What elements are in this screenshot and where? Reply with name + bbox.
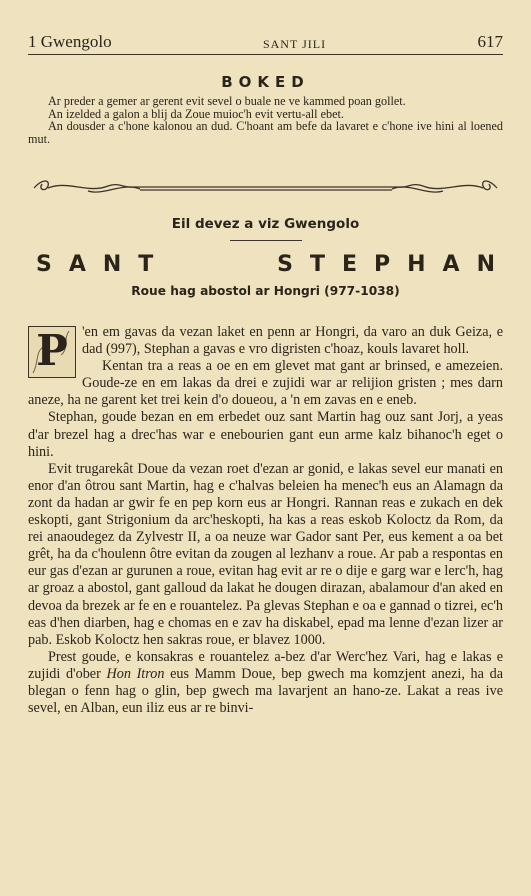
notice-paragraph: Ar preder a gemer ar gerent evit sevel o buale ne ve kammed poan gollet. (48, 94, 406, 108)
notice-block (28, 95, 503, 145)
running-head-title: SANT JILI (262, 37, 327, 51)
drop-cap (28, 326, 76, 378)
saint-subtitle: Roue hag abostol ar Hongri (977-1038) (131, 284, 400, 298)
body-paragraph-text: 'en em gavas da vezan laket en penn ar Hongri, da varo an duk Geiza, e dad (997), Stephan a gavas e vro digristen c'hoaz, kouls lavaret holl. (82, 324, 503, 358)
body-paragraph (28, 324, 503, 375)
running-head-month: 1 Gwengolo (28, 32, 112, 51)
ornamental-divider (28, 176, 503, 200)
series-title: Eil devez a viz Gwengolo (171, 216, 360, 232)
drop-cap-letter: P (36, 326, 68, 375)
saint-name-word: SANT (36, 252, 171, 277)
notice-title: BOKED (221, 73, 310, 91)
header-rule (28, 54, 503, 55)
running-head (28, 30, 503, 52)
notice-paragraph: An izelded a galon a blij da Zoue muioc'h evit vertu-all ebet. (48, 106, 344, 121)
notice-paragraph: An dousder a c'hone kalonou an dud. C'hoant am befe da lavaret e c'hone ive hini al loened mut. (28, 119, 503, 146)
saint-name (36, 252, 512, 278)
body-text (28, 324, 503, 717)
italic-phrase: Hon Itron (106, 665, 165, 682)
body-paragraph-italic: Prest goude, e konsakras e rouantelez a-bez d'ar Werc'hez Vari, hag e lakas e zujidi d'ober Hon Itron eus Mamm Doue, bep gwech ma komzjent anezi, ha da blegan o fenn hag o glin, bep gwech ma lavarjent an hano-ze. Lakat a reas ive sevel, en Alban, eun iliz eus ar re binvi- (28, 648, 503, 717)
page-number: 617 (477, 32, 503, 51)
short-rule (230, 240, 302, 241)
body-paragraph: Kentan tra a reas a oe en em glevet mat gant ar brinsed, e amezeien. Goude-ze en em lakas da drei e zujidi war ar relijion gristen ; mes darn aneze, ha ne garent ket trei kein d'o doueou, a 'n em zavas en e eneb. (28, 358, 503, 409)
body-paragraph: Evit trugarekât Doue da vezan roet d'ezan ar gonid, e lakas sevel eur manati en enor d'an ôtrou sant Martin, hag e c'halvas beleien ha menec'h eus an Alamagn da zont da hadan ar gwir fe en pep korn eus ar Hongri. Rannan reas e zukach en dek eskopti, gant Strigonium da arc'heskopti, ha kas a reas eskob Koloctz da Rom, da rei anaoudegez da Zylvestr II, a oa neuze war Gador sant Per, eus kement a oa bet grêt, ha da c'houlenn ôtre evitan da zougen al lezhanv a roue. Ar pab a respontas en eur gas d'ezan ar gurunen a roue, evitan hag evit ar re o dije e garg war e lerc'h, hag ar groaz a abostol, gant galloud da lakat he dougen dirazan, abalamour d'an aked en devoa da brezek ar fe en e rouantelez. Pa glevas Stephan e oa e gannad o tizrei, ec'h eas d'hen diarben, hag e chomas en e zav ha diskabel, epad ma lenne d'ezan lizer ar pab. Eskob Koloctz hen sakras roue, er blavez 1000. (28, 460, 503, 648)
saint-name-word: STEPHAN (277, 252, 512, 277)
body-paragraph: Stephan, goude bezan en em erbedet ouz sant Martin hag ouz sant Jorj, a yeas d'ar brezel hag a drec'has war e enebourien gant eun arme kalz bihanoc'h eget o hini. (28, 409, 503, 460)
